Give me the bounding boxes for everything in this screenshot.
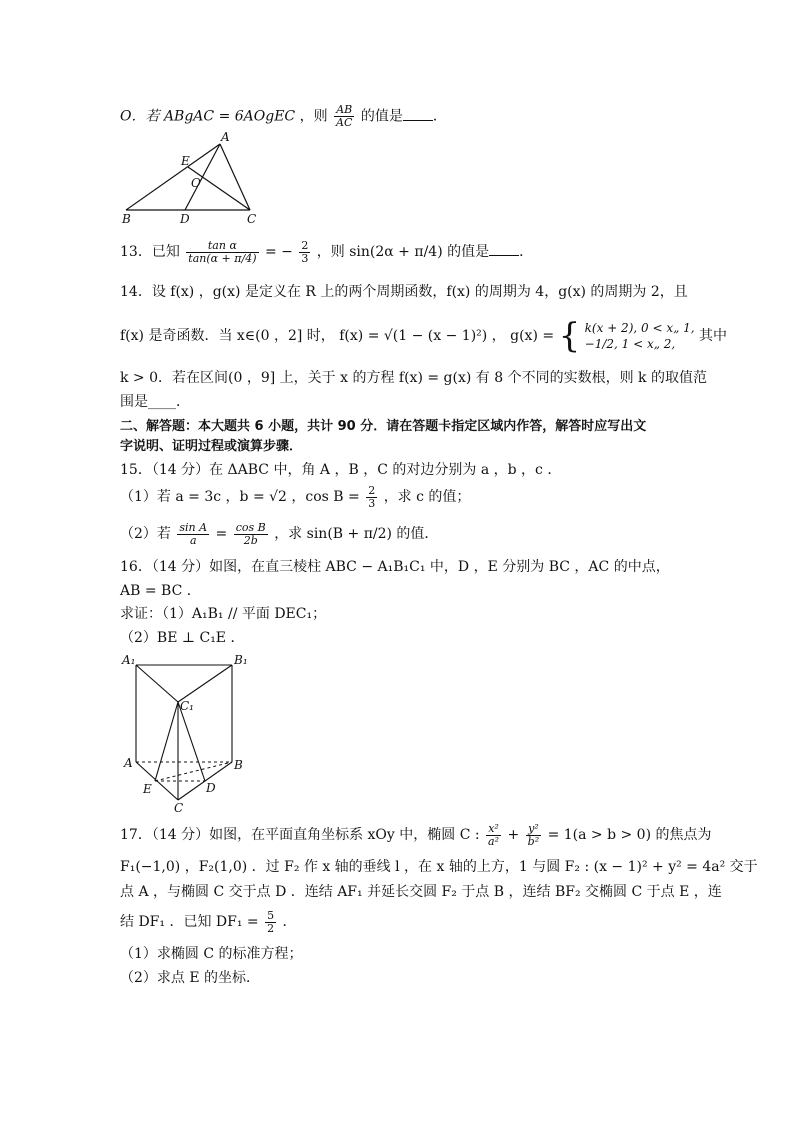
label-a1: A₁ [122,653,136,667]
section-heading: 二、解答题：本大题共 6 小题，共计 90 分．请在答题卡指定区域内作答，解答时应写出文 [120,419,647,434]
label-c: C [247,212,257,224]
label-e: E [143,782,152,796]
section-heading-cont: 字说明、证明过程或演算步骤． [120,439,303,454]
edge-b1c1 [178,665,232,702]
triangle-figure [118,132,268,224]
q12-prefix: O．若 [120,108,160,125]
answer-blank [489,243,519,256]
q16-line2: AB = BC ． [120,583,201,599]
label-d: D [180,212,190,224]
q15-part2: （2）若 $\frac{\text{sin A}}{a}$ = $\frac{\text{cos B}}{2b}$ ，求 sin(B + π/2) 的值． [120,520,439,547]
q13-line: 13．已知 $\frac{\text{tan α}}{\tan(\alpha + \pi/4)}$ = − $\frac{2}{3}$ ，则 sin(2α + π/4) 的值是 ． [120,238,534,265]
q16-line3: 求证：（1）A₁B₁ // 平面 DEC₁； [120,606,327,622]
q14-line3: k > 0．若在区间(0 ，9] 上，关于 x 的方程 f(x) = g(x) 有 8 个不同的实数根，则 k 的取值范 [120,370,707,386]
q12-expr: ABgAC = 6AOgEC [163,108,296,125]
q14-line2: f(x) 是奇函数．当 x∈(0 ，2] 时， f(x) = √(1 − (x − 1)²) ， g(x) = { k(x + 2), 0 < x„ 1, −1/2, 1 < x„ 2, 其中 [120,316,728,356]
q12-line: O．若 ABgAC = 6AOgEC ，则 $\frac{AB}{AC}$ 的值是 ． [120,103,447,129]
q13-rhs: $\frac{2}{3}$ [301,238,309,265]
piecewise-cases: k(x + 2), 0 < x„ 1, −1/2, 1 < x„ 2, [584,321,695,351]
answer-blank [403,108,433,121]
q16-line1: 16．（14 分）如图，在直三棱柱 ABC − A₁B₁C₁ 中，D ，E 分别为 BC ，AC 的中点， [120,559,670,575]
q17-part2: （2）求点 E 的坐标． [120,970,261,986]
label-c: C [174,801,184,814]
label-o: O [191,176,201,190]
label-b: B [122,212,131,224]
q17-line3: 点 A ，与椭圆 C 交于点 D ．连结 AF₁ 并延长交圆 F₂ 于点 B ，连结 BF₂ 交椭圆 C 于点 E ，连 [120,884,722,900]
q17-line2: F₁(−1,0) ，F₂(1,0) ．过 F₂ 作 x 轴的垂线 l ，在 x 轴的上方，1 与圆 F₂ : (x − 1)² + y² = 4a² 交于 [120,859,758,875]
label-b1: B₁ [234,653,248,667]
edge-ba [126,144,220,210]
q14-line1: 14．设 f(x) ，g(x) 是定义在 R 上的两个周期函数，f(x) 的周期为 4，g(x) 的周期为 2，且 [120,284,688,300]
label-e: E [181,154,190,168]
brace-icon: { [558,316,581,356]
segment-be-hidden [155,762,232,781]
prism-figure [118,650,258,814]
q12-fraction: $\frac{AB}{AC}$ [336,103,353,129]
segment-c1d [178,702,205,781]
q17-part1: （1）求椭圆 C 的标准方程； [120,946,303,962]
q12-then: ，则 [299,108,328,125]
label-a: A [124,756,133,770]
q17-line1: 17．（14 分）如图，在平面直角坐标系 xOy 中，椭圆 C : $\frac{\text{x²}}{\text{a²}}$ + $\frac{\text{y²}}{\text{b²}}$ = 1(a > b > 0) 的焦点为 [120,821,712,848]
q16-line4: （2）BE ⊥ C₁E ． [120,630,245,646]
q15-line1: 15．（14 分）在 ΔABC 中，角 A ，B ，C 的对边分别为 a ，b ，c ． [120,462,562,478]
label-a: A [221,132,230,144]
q13-fraction: $\frac{\text{tan α}}{\tan(\alpha + \pi/4)}$ [188,238,257,265]
label-b: B [234,758,243,772]
q12-tail: 的值是 [360,108,403,125]
q14-line4: 围是____． [120,394,190,410]
label-d: D [206,781,216,795]
edge-a1c1 [136,665,178,702]
label-c1: C₁ [180,699,194,713]
q15-part1: （1）若 a = 3c ，b = √2 ，cos B = $\frac{2}{3}$ ，求 c 的值； [120,483,471,510]
segment-c1e [155,702,178,781]
q17-line4: 结 DF₁ ．已知 DF₁ = $\frac{5}{2}$ ． [120,908,297,935]
